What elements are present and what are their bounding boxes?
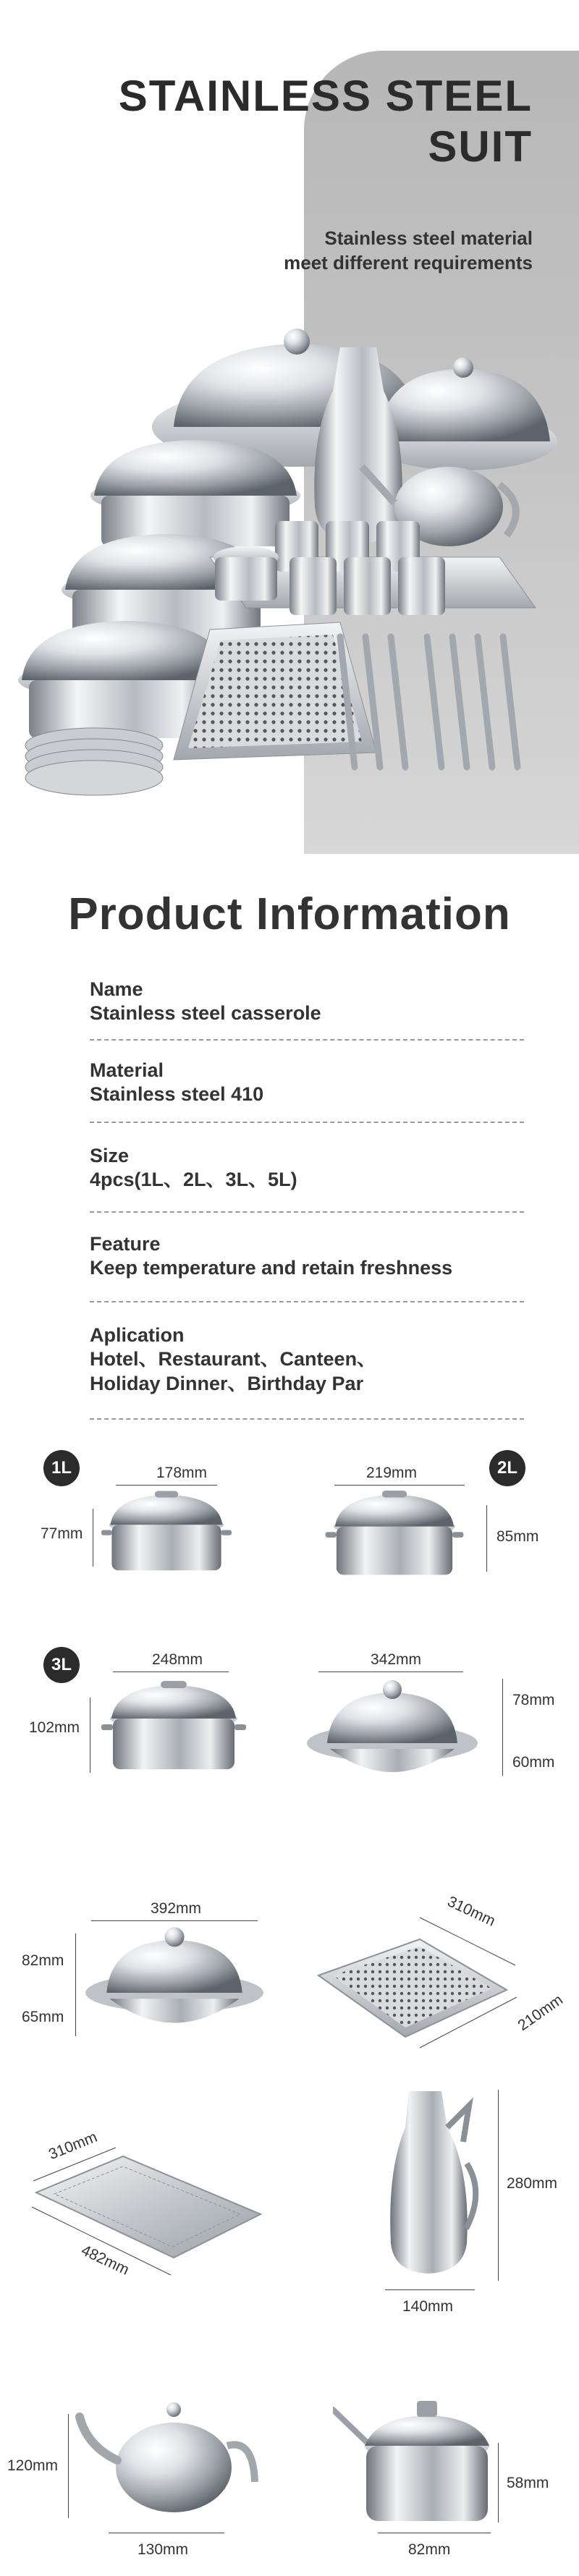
dim-line — [334, 1485, 465, 1486]
dim-sugar-bowl-width: 82mm — [408, 2541, 451, 2558]
info-row-material — [90, 1049, 524, 1123]
dim-line — [498, 2090, 499, 2281]
dim-line — [116, 1485, 217, 1486]
dim-dish342-lid-height: 78mm — [512, 1692, 555, 1708]
dim-grill-tray-length: 310mm — [444, 1893, 498, 1930]
dim-dish342-width: 342mm — [371, 1651, 422, 1668]
hero-title-line2: SUIT — [428, 122, 533, 171]
dim-serving-tray-width: 310mm — [46, 2128, 100, 2164]
dim-1l-height: 77mm — [41, 1525, 83, 1542]
info-row-size — [90, 1132, 524, 1213]
dim-line — [75, 1933, 76, 2036]
info-value: Stainless steel 410 — [90, 1083, 264, 1105]
dish-342-image — [305, 1676, 479, 1777]
capacity-badge-2l: 2L — [489, 1450, 525, 1486]
dim-serving-tray-length: 482mm — [78, 2242, 132, 2279]
capacity-badge-1l: 1L — [43, 1450, 80, 1486]
serving-tray-image — [29, 2142, 268, 2287]
dim-jug-height: 280mm — [507, 2175, 558, 2192]
hero-title — [119, 71, 533, 172]
hero-subtitle — [284, 226, 533, 275]
info-value: Keep temperature and retain freshness — [90, 1257, 453, 1279]
dim-sugar-bowl-height: 58mm — [507, 2475, 549, 2491]
dim-line — [486, 1505, 487, 1572]
sugar-bowl-image — [333, 2395, 507, 2533]
capacity-badge-3l: 3L — [43, 1647, 80, 1683]
info-value-line2: Holiday Dinner、Birthday Par — [90, 1373, 364, 1394]
hero-subtitle-line2: meet different requirements — [284, 252, 533, 274]
dim-2l-width: 219mm — [366, 1465, 418, 1481]
info-value: Hotel、Restaurant、Canteen、 — [90, 1348, 377, 1370]
dim-dish392-width: 392mm — [151, 1900, 202, 1917]
dim-3l-height: 102mm — [29, 1719, 80, 1736]
pot-1l-image — [101, 1491, 232, 1576]
dim-dish392-lid-height: 82mm — [22, 1952, 64, 1969]
info-row-application — [90, 1310, 524, 1420]
info-label: Size — [90, 1145, 130, 1166]
dim-line — [502, 1679, 503, 1776]
info-row-feature — [90, 1220, 524, 1302]
dim-line — [498, 2443, 499, 2522]
dim-jug-width: 140mm — [402, 2298, 454, 2315]
info-label: Feature — [90, 1233, 161, 1255]
dim-line — [385, 2289, 475, 2290]
dim-dish342-base-height: 60mm — [512, 1754, 555, 1771]
jug-image — [376, 2084, 485, 2279]
info-label: Material — [90, 1059, 164, 1081]
dish-392-image — [84, 1925, 265, 2026]
grill-tray-image — [311, 1896, 528, 2055]
pot-2l-image — [318, 1491, 470, 1580]
dim-grill-tray-width: 210mm — [515, 1991, 567, 2035]
dim-line — [68, 2414, 69, 2518]
dim-teapot-height: 120mm — [7, 2457, 59, 2474]
pot-3l-image — [101, 1677, 246, 1779]
dim-3l-width: 248mm — [152, 1651, 203, 1668]
dim-1l-width: 178mm — [156, 1465, 208, 1481]
info-row-name — [90, 970, 524, 1041]
hero-title-line1: STAINLESS STEEL — [118, 72, 533, 120]
dim-dish392-base-height: 65mm — [22, 2009, 64, 2025]
info-value: Stainless steel casserole — [90, 1002, 321, 1024]
dim-teapot-width: 130mm — [138, 2541, 189, 2558]
product-info-title: Product Information — [68, 889, 511, 939]
hero-subtitle-line1: Stainless steel material — [324, 227, 533, 249]
cookware-set-image — [0, 318, 579, 854]
teapot-image — [72, 2381, 275, 2525]
info-label: Name — [90, 978, 143, 1000]
info-label: Aplication — [90, 1324, 185, 1346]
dim-line — [91, 1920, 258, 1921]
info-value: 4pcs(1L、2L、3L、5L) — [90, 1169, 297, 1190]
dim-2l-height: 85mm — [496, 1528, 539, 1545]
